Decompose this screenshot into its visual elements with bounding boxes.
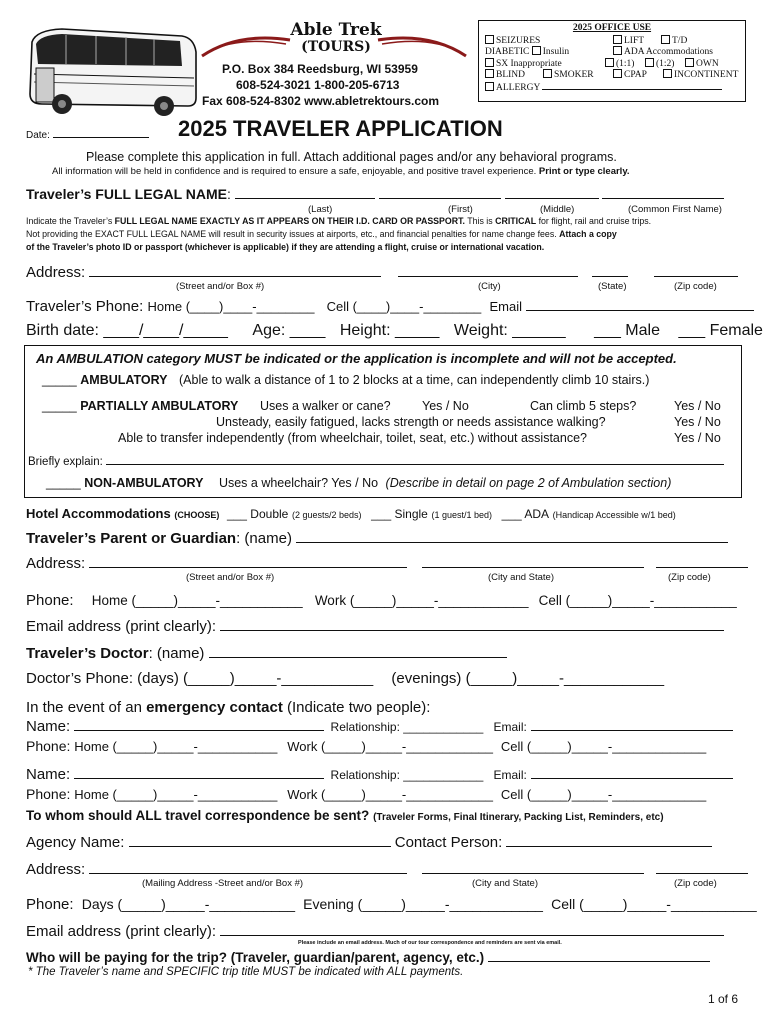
guardian-name-label: : (name) bbox=[236, 530, 292, 547]
emergency-email-label: Email: bbox=[493, 720, 527, 734]
office-label: DIABETIC bbox=[485, 47, 530, 57]
common-name-input[interactable] bbox=[602, 186, 724, 199]
company-fax-web: Fax 608-524-8302 www.abletrektours.com bbox=[202, 94, 439, 108]
non-ambulatory-blank[interactable]: _____ bbox=[46, 476, 81, 490]
office-row bbox=[485, 46, 739, 58]
doctor-name-input[interactable] bbox=[209, 645, 507, 658]
guardian-phone-label: Phone: bbox=[26, 592, 74, 609]
home-phone-field[interactable]: Home (____)____-________ bbox=[147, 299, 315, 314]
agency-email-input[interactable] bbox=[220, 923, 724, 936]
street-caption: (Street and/or Box #) bbox=[176, 281, 265, 292]
briefly-row bbox=[28, 455, 724, 468]
checkbox[interactable] bbox=[485, 69, 494, 78]
ambulatory-row bbox=[42, 373, 649, 387]
doctor-name-row bbox=[26, 645, 507, 662]
emergency-text: In the event of an bbox=[26, 699, 147, 716]
guardian-email-label: Email address (print clearly): bbox=[26, 618, 217, 635]
office-label: ADA Accommodations bbox=[624, 47, 713, 57]
zip-input[interactable] bbox=[654, 264, 738, 277]
emergency-phone-label: Phone: bbox=[26, 738, 71, 754]
doctor-days-phone[interactable]: Doctor’s Phone: (days) (_____)_____-___________ bbox=[26, 670, 374, 687]
page-title: 2025 TRAVELER APPLICATION bbox=[178, 116, 503, 141]
office-label: Insulin bbox=[542, 47, 570, 57]
city-input[interactable] bbox=[398, 264, 578, 277]
checkbox[interactable] bbox=[663, 69, 672, 78]
guardian-name-input[interactable] bbox=[296, 530, 728, 543]
transfer-question: Able to transfer independently (from wheelchair, toilet, seat, etc.) without assistance? bbox=[118, 431, 587, 445]
bus-illustration bbox=[22, 24, 200, 118]
contact-input[interactable] bbox=[506, 834, 712, 847]
date-input[interactable] bbox=[53, 128, 149, 138]
steps-question: Can climb 5 steps? bbox=[530, 399, 637, 413]
emergency-work-phone[interactable]: Work (_____)_____-____________ bbox=[287, 739, 494, 754]
last-caption: (Last) bbox=[308, 204, 333, 215]
office-use-box bbox=[478, 20, 746, 102]
correspondence-question: To whom should ALL travel correspondence be sent? bbox=[26, 808, 370, 823]
emergency-email-input[interactable] bbox=[531, 766, 733, 779]
payment-input[interactable] bbox=[488, 949, 710, 962]
first-caption: (First) bbox=[448, 204, 473, 215]
agency-email-label: Email address (print clearly): bbox=[26, 923, 217, 940]
emergency-1-phone-row bbox=[26, 738, 706, 754]
partial-row bbox=[42, 399, 238, 413]
office-label: SX Inappropriate bbox=[496, 58, 562, 69]
state-input[interactable] bbox=[592, 264, 628, 277]
office-label: SMOKER bbox=[554, 70, 594, 80]
ada-note: (Handicap Accessible w/1 bed) bbox=[552, 510, 676, 520]
ambulation-heading: An AMBULATION category MUST be indicated or the application is incomplete and will not be accepted. bbox=[36, 351, 677, 366]
allergy-field[interactable] bbox=[542, 81, 722, 90]
doctor-name-label: : (name) bbox=[148, 645, 205, 662]
note-text: This is bbox=[464, 216, 496, 226]
email-label: Email bbox=[489, 299, 522, 314]
steps-answer[interactable]: Yes / No bbox=[674, 399, 721, 413]
emergency-2-name-row bbox=[26, 766, 733, 783]
agency-evening-phone[interactable]: Evening (_____)_____-____________ bbox=[303, 896, 543, 912]
checkbox[interactable] bbox=[645, 58, 654, 67]
guardian-email-row bbox=[26, 618, 724, 635]
briefly-label: Briefly explain: bbox=[28, 456, 103, 468]
zip-caption: (Zip code) bbox=[668, 572, 711, 583]
weight-field[interactable]: Weight: ______ bbox=[453, 322, 566, 339]
height-field[interactable]: Height: _____ bbox=[339, 322, 440, 339]
correspondence-row bbox=[26, 808, 664, 823]
agency-email-row bbox=[26, 923, 724, 940]
common-caption: (Common First Name) bbox=[628, 204, 722, 215]
address-row bbox=[26, 264, 738, 281]
email-note: Please include an email address. Much of our tour correspondence and reminders are sent via email. bbox=[298, 940, 562, 946]
agency-input[interactable] bbox=[129, 834, 391, 847]
first-name-input[interactable] bbox=[379, 186, 501, 199]
guardian-home-phone[interactable]: Home (_____)_____-___________ bbox=[91, 593, 303, 608]
walker-answer[interactable]: Yes / No bbox=[422, 399, 469, 413]
agency-address-label: Address: bbox=[26, 861, 86, 878]
office-row bbox=[485, 81, 739, 93]
mailing-caption: (Mailing Address -Street and/or Box #) bbox=[142, 878, 304, 889]
hotel-choose: (CHOOSE) bbox=[174, 510, 220, 520]
office-label: ALLERGY bbox=[496, 82, 540, 93]
full-name-label: Traveler’s FULL LEGAL NAME bbox=[26, 186, 227, 202]
emergency-cell-phone[interactable]: Cell (_____)_____-_____________ bbox=[500, 739, 707, 754]
emergency-name-label: Name: bbox=[26, 766, 71, 783]
contact-label: Contact Person: bbox=[394, 834, 503, 851]
email-input[interactable] bbox=[526, 298, 754, 311]
birth-row bbox=[26, 322, 763, 340]
agency-phone-row bbox=[26, 896, 757, 913]
agency-days-phone[interactable]: Days (_____)_____-___________ bbox=[81, 896, 295, 912]
note-text: Not providing the EXACT FULL LEGAL NAME will result in security issues at airports, etc., and financial penalties for name change fees. bbox=[26, 229, 557, 239]
legal-note-2 bbox=[26, 229, 617, 239]
intro-text: Please complete this application in full. Attach additional pages and/or any behavioral programs. bbox=[86, 150, 617, 164]
partial-label: PARTIALLY AMBULATORY bbox=[80, 399, 239, 413]
female-option[interactable]: ___ Female bbox=[678, 322, 763, 339]
single-option[interactable]: ___ Single bbox=[371, 507, 428, 521]
guardian-label: Traveler’s Parent or Guardian bbox=[26, 530, 237, 547]
emergency-name-input[interactable] bbox=[74, 766, 324, 779]
city-caption: (City) bbox=[478, 281, 501, 292]
state-caption: (State) bbox=[598, 281, 627, 292]
note-text: Attach a copy bbox=[559, 229, 617, 239]
date-label: Date: bbox=[26, 130, 50, 141]
non-ambulatory-row bbox=[46, 476, 671, 490]
single-note: (1 guest/1 bed) bbox=[431, 510, 493, 520]
company-address: P.O. Box 384 Reedsburg, WI 53959 bbox=[222, 62, 418, 76]
company-phones: 608-524-3021 1-800-205-6713 bbox=[236, 78, 400, 92]
full-name-row: Traveler’s FULL LEGAL NAME: bbox=[26, 186, 724, 202]
office-label: BLIND bbox=[496, 70, 526, 80]
double-option[interactable]: ___ Double bbox=[226, 507, 289, 521]
partial-blank[interactable]: _____ bbox=[42, 399, 77, 413]
guardian-zip-input[interactable] bbox=[656, 555, 748, 568]
guardian-phone-row bbox=[26, 592, 737, 609]
emergency-text: emergency contact bbox=[146, 699, 283, 716]
note-text: FULL LEGAL NAME EXACTLY AS IT APPEARS ON THEIR I.D. CARD OR PASSPORT. bbox=[114, 216, 465, 226]
checkbox[interactable] bbox=[485, 35, 494, 44]
emergency-intro bbox=[26, 699, 430, 716]
wheelchair-note: (Describe in detail on page 2 of Ambulation section) bbox=[385, 476, 672, 490]
agency-address-row bbox=[26, 861, 748, 878]
guardian-address-row bbox=[26, 555, 748, 572]
emergency-email-label: Email: bbox=[493, 768, 527, 782]
checkbox[interactable] bbox=[485, 58, 494, 67]
hotel-label: Hotel Accommodations bbox=[26, 506, 171, 521]
office-label: CPAP bbox=[624, 70, 647, 80]
confidential-note bbox=[52, 166, 630, 177]
note-text: Indicate the Traveler’s bbox=[26, 216, 115, 226]
birth-date-field[interactable]: Birth date: ____/____/_____ bbox=[26, 322, 228, 339]
agency-phone-label: Phone: bbox=[26, 896, 74, 913]
office-row bbox=[485, 35, 739, 47]
payment-row bbox=[26, 949, 710, 965]
relationship-field[interactable]: Relationship: ____________ bbox=[330, 720, 484, 734]
checkbox[interactable] bbox=[685, 58, 694, 67]
address-label: Address: bbox=[26, 264, 86, 281]
doctor-evening-phone[interactable]: (evenings) (_____)_____-____________ bbox=[391, 670, 665, 687]
double-note: (2 guests/2 beds) bbox=[291, 510, 362, 520]
street-caption: (Street and/or Box #) bbox=[186, 572, 275, 583]
last-name-input[interactable] bbox=[235, 186, 375, 199]
guardian-work-phone[interactable]: Work (_____)_____-____________ bbox=[314, 593, 529, 608]
wheelchair-question[interactable]: Uses a wheelchair? Yes / No bbox=[218, 476, 379, 490]
logo-line1: Able Trek bbox=[290, 20, 382, 40]
unsteady-answer[interactable]: Yes / No bbox=[674, 415, 721, 429]
zip-caption: (Zip code) bbox=[674, 281, 717, 292]
doctor-label: Traveler’s Doctor bbox=[26, 645, 149, 662]
note-text: CRITICAL bbox=[495, 216, 537, 226]
emergency-home-phone[interactable]: Home (_____)_____-___________ bbox=[74, 787, 278, 802]
citystate-caption: (City and State) bbox=[472, 878, 538, 889]
ambulatory-blank[interactable]: _____ bbox=[42, 373, 77, 387]
print-type-text: Print or type clearly. bbox=[538, 166, 630, 177]
office-label: (1:1) bbox=[616, 58, 635, 69]
emergency-1-name-row bbox=[26, 718, 733, 735]
guardian-address-label: Address: bbox=[26, 555, 86, 572]
checkbox[interactable] bbox=[605, 58, 614, 67]
emergency-name-input[interactable] bbox=[74, 718, 324, 731]
emergency-2-phone-row bbox=[26, 786, 706, 802]
guardian-city-input[interactable] bbox=[422, 555, 644, 568]
relationship-field[interactable]: Relationship: ____________ bbox=[330, 768, 484, 782]
emergency-text: (Indicate two people): bbox=[282, 699, 431, 716]
guardian-cell-phone[interactable]: Cell (_____)_____-___________ bbox=[538, 593, 737, 608]
agency-city-input[interactable] bbox=[422, 861, 644, 874]
checkbox[interactable] bbox=[613, 69, 622, 78]
doctor-phone-row bbox=[26, 670, 664, 687]
page-number: 1 of 6 bbox=[708, 992, 739, 1006]
legal-note-3: of the Traveler’s photo ID or passport (whichever is applicable) if they are attending a flight, cruise or international vacation. bbox=[26, 242, 545, 252]
office-label: INCONTINENT bbox=[674, 70, 739, 80]
unsteady-question: Unsteady, easily fatigued, lacks strength or needs assistance walking? bbox=[216, 415, 606, 429]
briefly-input[interactable] bbox=[106, 455, 724, 465]
guardian-email-input[interactable] bbox=[220, 618, 724, 631]
traveler-phone-row bbox=[26, 298, 754, 315]
office-use-title: 2025 OFFICE USE bbox=[572, 23, 652, 33]
office-label: SEIZURES bbox=[496, 35, 541, 46]
age-field[interactable]: Age: ____ bbox=[252, 322, 326, 339]
office-label: LIFT bbox=[624, 35, 645, 46]
payment-note: * The Traveler’s name and SPECIFIC trip title MUST be indicated with ALL payments. bbox=[28, 966, 464, 978]
confidential-text: All information will be held in confidence and is required to ensure a safe, enjoyable, and positive travel experience. bbox=[52, 166, 537, 177]
agency-cell-phone[interactable]: Cell (_____)_____-___________ bbox=[551, 896, 757, 912]
checkbox[interactable] bbox=[661, 35, 670, 44]
office-label: (1:2) bbox=[656, 58, 675, 69]
guardian-name-row bbox=[26, 530, 728, 547]
checkbox[interactable] bbox=[532, 46, 541, 55]
hotel-row bbox=[26, 506, 676, 521]
office-row bbox=[485, 58, 739, 70]
office-label: OWN bbox=[696, 58, 719, 69]
emergency-work-phone[interactable]: Work (_____)_____-____________ bbox=[287, 787, 494, 802]
middle-name-input[interactable] bbox=[505, 186, 599, 199]
non-ambulatory-label: NON-AMBULATORY bbox=[84, 476, 204, 490]
emergency-home-phone[interactable]: Home (_____)_____-___________ bbox=[74, 739, 278, 754]
note-text: for flight, rail and cruise trips. bbox=[536, 216, 652, 226]
logo-text bbox=[288, 22, 384, 56]
ambulatory-desc: (Able to walk a distance of 1 to 2 blocks at a time, can independently climb 10 stairs.) bbox=[179, 373, 650, 387]
agency-row bbox=[26, 834, 712, 851]
ada-option[interactable]: ___ ADA bbox=[501, 507, 550, 521]
guardian-street-input[interactable] bbox=[89, 555, 407, 568]
zip-caption: (Zip code) bbox=[674, 878, 717, 889]
checkbox[interactable] bbox=[485, 82, 494, 91]
agency-street-input[interactable] bbox=[89, 861, 407, 874]
street-input[interactable] bbox=[89, 264, 381, 277]
checkbox[interactable] bbox=[613, 35, 622, 44]
agency-zip-input[interactable] bbox=[656, 861, 748, 874]
emergency-cell-phone[interactable]: Cell (_____)_____-_____________ bbox=[500, 787, 707, 802]
citystate-caption: (City and State) bbox=[488, 572, 554, 583]
male-option[interactable]: ___ Male bbox=[594, 322, 660, 339]
ambulatory-label: AMBULATORY bbox=[80, 373, 168, 387]
logo-line2: (TOURS) bbox=[301, 39, 371, 55]
walker-question: Uses a walker or cane? bbox=[260, 399, 391, 413]
cell-phone-field[interactable]: Cell (____)____-________ bbox=[326, 299, 482, 314]
payment-question: Who will be paying for the trip? (Traveler, guardian/parent, agency, etc.) bbox=[26, 950, 485, 965]
emergency-phone-label: Phone: bbox=[26, 786, 71, 802]
emergency-name-label: Name: bbox=[26, 718, 71, 735]
agency-label: Agency Name: bbox=[26, 834, 125, 851]
checkbox[interactable] bbox=[543, 69, 552, 78]
traveler-phone-label: Traveler’s Phone: bbox=[26, 298, 144, 315]
office-label: T/D bbox=[672, 35, 688, 46]
date-field[interactable] bbox=[26, 128, 149, 141]
transfer-answer[interactable]: Yes / No bbox=[674, 431, 721, 445]
correspondence-note: (Traveler Forms, Final Itinerary, Packing List, Reminders, etc) bbox=[373, 812, 664, 823]
emergency-email-input[interactable] bbox=[531, 718, 733, 731]
checkbox[interactable] bbox=[613, 46, 622, 55]
middle-caption: (Middle) bbox=[540, 204, 575, 215]
legal-note-1 bbox=[26, 216, 651, 226]
office-row bbox=[485, 69, 739, 81]
